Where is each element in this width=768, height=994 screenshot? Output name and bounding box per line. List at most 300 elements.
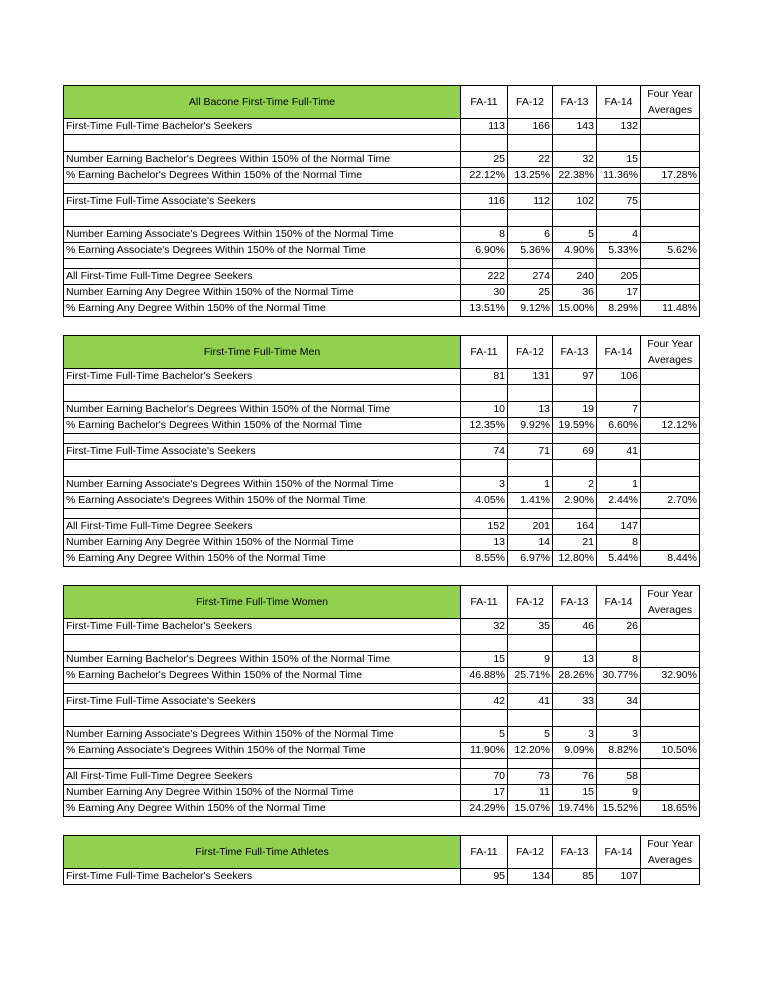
empty-cell [64, 135, 461, 152]
value-cell: 33 [553, 694, 597, 710]
value-cell: 2.44% [597, 493, 641, 509]
table-row [64, 301, 700, 317]
value-cell: 17 [597, 285, 641, 301]
row-label: First-Time Full-Time Bachelor's Seekers [64, 619, 461, 635]
empty-cell [553, 710, 597, 727]
average-cell: 18.65% [641, 801, 700, 817]
column-header: FA-14 [597, 836, 641, 869]
averages-header: Four Year Averages [641, 836, 700, 869]
gap-row [64, 184, 700, 194]
row-label: % Earning Any Degree Within 150% of the Normal Time [64, 801, 461, 817]
value-cell: 132 [597, 119, 641, 135]
spacer-row [64, 710, 700, 727]
empty-cell [461, 684, 508, 694]
section-table [63, 585, 700, 817]
section-title: First-Time Full-Time Women [64, 586, 461, 619]
empty-cell [641, 184, 700, 194]
value-cell: 25.71% [508, 668, 553, 684]
table-row [64, 152, 700, 168]
row-label: % Earning Any Degree Within 150% of the Normal Time [64, 301, 461, 317]
row-label: % Earning Associate's Degrees Within 150% of the Normal Time [64, 243, 461, 259]
value-cell: 22 [508, 152, 553, 168]
row-label: % Earning Bachelor's Degrees Within 150% of the Normal Time [64, 418, 461, 434]
value-cell: 97 [553, 369, 597, 385]
empty-cell [461, 759, 508, 769]
empty-cell [597, 259, 641, 269]
empty-cell [553, 259, 597, 269]
row-label: % Earning Bachelor's Degrees Within 150% of the Normal Time [64, 168, 461, 184]
empty-cell [597, 184, 641, 194]
value-cell: 34 [597, 694, 641, 710]
section-header-row [64, 586, 700, 619]
table-row [64, 369, 700, 385]
row-label: Number Earning Any Degree Within 150% of the Normal Time [64, 535, 461, 551]
value-cell: 3 [553, 727, 597, 743]
table-row [64, 652, 700, 668]
empty-cell [461, 210, 508, 227]
table-row [64, 168, 700, 184]
empty-cell [508, 259, 553, 269]
gap-row [64, 759, 700, 769]
value-cell: 1 [597, 477, 641, 493]
value-cell: 274 [508, 269, 553, 285]
value-cell: 12.20% [508, 743, 553, 759]
average-cell [641, 694, 700, 710]
empty-cell [553, 135, 597, 152]
section-table [63, 85, 700, 317]
row-label: % Earning Associate's Degrees Within 150% of the Normal Time [64, 743, 461, 759]
table-row [64, 694, 700, 710]
value-cell: 32 [553, 152, 597, 168]
average-cell [641, 269, 700, 285]
table-row [64, 801, 700, 817]
value-cell: 13.51% [461, 301, 508, 317]
empty-cell [641, 635, 700, 652]
gap-row [64, 509, 700, 519]
empty-cell [597, 509, 641, 519]
row-label: Number Earning Associate's Degrees Within 150% of the Normal Time [64, 227, 461, 243]
value-cell: 113 [461, 119, 508, 135]
value-cell: 58 [597, 769, 641, 785]
value-cell: 22.38% [553, 168, 597, 184]
value-cell: 71 [508, 444, 553, 460]
average-cell [641, 369, 700, 385]
value-cell: 6.97% [508, 551, 553, 567]
value-cell: 5 [553, 227, 597, 243]
empty-cell [553, 635, 597, 652]
empty-cell [553, 684, 597, 694]
value-cell: 6 [508, 227, 553, 243]
value-cell: 134 [508, 869, 553, 885]
value-cell: 4 [597, 227, 641, 243]
value-cell: 8.55% [461, 551, 508, 567]
empty-cell [597, 759, 641, 769]
value-cell: 9.12% [508, 301, 553, 317]
value-cell: 5 [508, 727, 553, 743]
empty-cell [461, 135, 508, 152]
empty-cell [641, 509, 700, 519]
average-cell: 2.70% [641, 493, 700, 509]
empty-cell [64, 635, 461, 652]
table-row [64, 619, 700, 635]
empty-cell [64, 759, 461, 769]
value-cell: 13 [553, 652, 597, 668]
value-cell: 116 [461, 194, 508, 210]
empty-cell [641, 210, 700, 227]
column-header: FA-14 [597, 586, 641, 619]
average-cell [641, 519, 700, 535]
averages-header: Four Year Averages [641, 86, 700, 119]
average-cell: 11.48% [641, 301, 700, 317]
row-label: Number Earning Associate's Degrees Within 150% of the Normal Time [64, 727, 461, 743]
empty-cell [641, 759, 700, 769]
row-label: First-Time Full-Time Bachelor's Seekers [64, 869, 461, 885]
empty-cell [553, 184, 597, 194]
value-cell: 3 [597, 727, 641, 743]
row-label: First-Time Full-Time Associate's Seekers [64, 444, 461, 460]
value-cell: 4.90% [553, 243, 597, 259]
average-cell [641, 227, 700, 243]
empty-cell [508, 385, 553, 402]
value-cell: 15 [597, 152, 641, 168]
column-header: FA-11 [461, 86, 508, 119]
value-cell: 9.92% [508, 418, 553, 434]
row-label: Number Earning Bachelor's Degrees Within 150% of the Normal Time [64, 402, 461, 418]
table-row [64, 444, 700, 460]
table-row [64, 418, 700, 434]
value-cell: 76 [553, 769, 597, 785]
value-cell: 5.36% [508, 243, 553, 259]
value-cell: 8 [597, 535, 641, 551]
empty-cell [461, 460, 508, 477]
section-header-row [64, 836, 700, 869]
value-cell: 41 [508, 694, 553, 710]
value-cell: 13 [508, 402, 553, 418]
empty-cell [641, 684, 700, 694]
value-cell: 41 [597, 444, 641, 460]
column-header: FA-12 [508, 586, 553, 619]
average-cell [641, 785, 700, 801]
average-cell [641, 769, 700, 785]
table-row [64, 119, 700, 135]
value-cell: 15.07% [508, 801, 553, 817]
empty-cell [508, 434, 553, 444]
row-label: First-Time Full-Time Associate's Seekers [64, 194, 461, 210]
spacer-row [64, 635, 700, 652]
data-sheet [63, 85, 699, 885]
value-cell: 152 [461, 519, 508, 535]
value-cell: 73 [508, 769, 553, 785]
empty-cell [553, 210, 597, 227]
empty-cell [64, 259, 461, 269]
value-cell: 131 [508, 369, 553, 385]
column-header: FA-11 [461, 586, 508, 619]
value-cell: 166 [508, 119, 553, 135]
empty-cell [641, 710, 700, 727]
column-header: FA-11 [461, 836, 508, 869]
table-row [64, 285, 700, 301]
empty-cell [641, 259, 700, 269]
table-row [64, 535, 700, 551]
value-cell: 6.60% [597, 418, 641, 434]
value-cell: 1.41% [508, 493, 553, 509]
row-label: Number Earning Any Degree Within 150% of the Normal Time [64, 285, 461, 301]
empty-cell [508, 509, 553, 519]
table-row [64, 743, 700, 759]
column-header: FA-13 [553, 86, 597, 119]
empty-cell [508, 460, 553, 477]
average-cell [641, 402, 700, 418]
value-cell: 25 [508, 285, 553, 301]
value-cell: 70 [461, 769, 508, 785]
empty-cell [553, 434, 597, 444]
spacer-row [64, 385, 700, 402]
row-label: % Earning Any Degree Within 150% of the Normal Time [64, 551, 461, 567]
empty-cell [461, 385, 508, 402]
column-header: FA-14 [597, 86, 641, 119]
empty-cell [597, 434, 641, 444]
empty-cell [508, 135, 553, 152]
value-cell: 102 [553, 194, 597, 210]
row-label: Number Earning Associate's Degrees Within 150% of the Normal Time [64, 477, 461, 493]
value-cell: 4.05% [461, 493, 508, 509]
value-cell: 222 [461, 269, 508, 285]
empty-cell [64, 509, 461, 519]
table-row [64, 785, 700, 801]
empty-cell [461, 635, 508, 652]
row-label: % Earning Bachelor's Degrees Within 150% of the Normal Time [64, 668, 461, 684]
value-cell: 15.00% [553, 301, 597, 317]
table-row [64, 519, 700, 535]
value-cell: 32 [461, 619, 508, 635]
spacer-row [64, 210, 700, 227]
value-cell: 30 [461, 285, 508, 301]
value-cell: 81 [461, 369, 508, 385]
average-cell [641, 652, 700, 668]
value-cell: 5.33% [597, 243, 641, 259]
value-cell: 75 [597, 194, 641, 210]
value-cell: 12.80% [553, 551, 597, 567]
section-header-row [64, 86, 700, 119]
empty-cell [461, 509, 508, 519]
value-cell: 69 [553, 444, 597, 460]
value-cell: 106 [597, 369, 641, 385]
average-cell: 12.12% [641, 418, 700, 434]
value-cell: 21 [553, 535, 597, 551]
empty-cell [64, 210, 461, 227]
value-cell: 30.77% [597, 668, 641, 684]
row-label: All First-Time Full-Time Degree Seekers [64, 269, 461, 285]
value-cell: 8.29% [597, 301, 641, 317]
value-cell: 11 [508, 785, 553, 801]
table-row [64, 477, 700, 493]
value-cell: 240 [553, 269, 597, 285]
value-cell: 8 [597, 652, 641, 668]
value-cell: 19.74% [553, 801, 597, 817]
value-cell: 7 [597, 402, 641, 418]
value-cell: 19.59% [553, 418, 597, 434]
value-cell: 5.44% [597, 551, 641, 567]
table-row [64, 227, 700, 243]
empty-cell [508, 184, 553, 194]
gap-row [64, 259, 700, 269]
value-cell: 26 [597, 619, 641, 635]
section-title: First-Time Full-Time Men [64, 336, 461, 369]
empty-cell [597, 710, 641, 727]
average-cell [641, 285, 700, 301]
empty-cell [597, 635, 641, 652]
value-cell: 147 [597, 519, 641, 535]
empty-cell [461, 259, 508, 269]
value-cell: 17 [461, 785, 508, 801]
average-cell [641, 444, 700, 460]
value-cell: 22.12% [461, 168, 508, 184]
empty-cell [461, 710, 508, 727]
value-cell: 14 [508, 535, 553, 551]
table-row [64, 869, 700, 885]
value-cell: 6.90% [461, 243, 508, 259]
value-cell: 1 [508, 477, 553, 493]
value-cell: 8 [461, 227, 508, 243]
average-cell [641, 194, 700, 210]
average-cell [641, 727, 700, 743]
value-cell: 95 [461, 869, 508, 885]
row-label: All First-Time Full-Time Degree Seekers [64, 769, 461, 785]
value-cell: 36 [553, 285, 597, 301]
empty-cell [641, 135, 700, 152]
value-cell: 28.26% [553, 668, 597, 684]
average-cell [641, 619, 700, 635]
empty-cell [64, 184, 461, 194]
value-cell: 9.09% [553, 743, 597, 759]
value-cell: 13 [461, 535, 508, 551]
column-header: FA-13 [553, 836, 597, 869]
empty-cell [597, 460, 641, 477]
empty-cell [553, 759, 597, 769]
empty-cell [64, 434, 461, 444]
average-cell: 17.28% [641, 168, 700, 184]
table-row [64, 551, 700, 567]
value-cell: 143 [553, 119, 597, 135]
average-cell [641, 869, 700, 885]
value-cell: 2 [553, 477, 597, 493]
empty-cell [508, 684, 553, 694]
empty-cell [508, 710, 553, 727]
average-cell: 5.62% [641, 243, 700, 259]
row-label: First-Time Full-Time Bachelor's Seekers [64, 119, 461, 135]
column-header: FA-12 [508, 336, 553, 369]
value-cell: 10 [461, 402, 508, 418]
empty-cell [508, 210, 553, 227]
value-cell: 35 [508, 619, 553, 635]
row-label: % Earning Associate's Degrees Within 150% of the Normal Time [64, 493, 461, 509]
section-separator [63, 567, 699, 585]
table-row [64, 269, 700, 285]
empty-cell [64, 385, 461, 402]
table-row [64, 727, 700, 743]
empty-cell [597, 684, 641, 694]
value-cell: 107 [597, 869, 641, 885]
row-label: First-Time Full-Time Associate's Seekers [64, 694, 461, 710]
value-cell: 2.90% [553, 493, 597, 509]
averages-header: Four Year Averages [641, 336, 700, 369]
table-row [64, 668, 700, 684]
empty-cell [641, 385, 700, 402]
value-cell: 19 [553, 402, 597, 418]
column-header: FA-12 [508, 86, 553, 119]
value-cell: 25 [461, 152, 508, 168]
section-header-row [64, 336, 700, 369]
average-cell [641, 119, 700, 135]
value-cell: 9 [597, 785, 641, 801]
value-cell: 3 [461, 477, 508, 493]
empty-cell [597, 135, 641, 152]
empty-cell [553, 460, 597, 477]
table-row [64, 194, 700, 210]
row-label: Number Earning Bachelor's Degrees Within 150% of the Normal Time [64, 152, 461, 168]
empty-cell [508, 759, 553, 769]
average-cell [641, 477, 700, 493]
section-title: All Bacone First-Time Full-Time [64, 86, 461, 119]
empty-cell [597, 385, 641, 402]
average-cell: 8.44% [641, 551, 700, 567]
value-cell: 11.90% [461, 743, 508, 759]
row-label: First-Time Full-Time Bachelor's Seekers [64, 369, 461, 385]
empty-cell [553, 385, 597, 402]
column-header: FA-14 [597, 336, 641, 369]
column-header: FA-11 [461, 336, 508, 369]
value-cell: 85 [553, 869, 597, 885]
spacer-row [64, 460, 700, 477]
value-cell: 42 [461, 694, 508, 710]
value-cell: 9 [508, 652, 553, 668]
value-cell: 13.25% [508, 168, 553, 184]
spacer-row [64, 135, 700, 152]
value-cell: 112 [508, 194, 553, 210]
value-cell: 15.52% [597, 801, 641, 817]
average-cell: 10.50% [641, 743, 700, 759]
empty-cell [597, 210, 641, 227]
empty-cell [64, 710, 461, 727]
section-table [63, 335, 700, 567]
empty-cell [461, 434, 508, 444]
value-cell: 74 [461, 444, 508, 460]
gap-row [64, 684, 700, 694]
column-header: FA-13 [553, 586, 597, 619]
section-table [63, 835, 700, 885]
column-header: FA-12 [508, 836, 553, 869]
row-label: Number Earning Any Degree Within 150% of the Normal Time [64, 785, 461, 801]
empty-cell [64, 460, 461, 477]
table-row [64, 493, 700, 509]
section-separator [63, 817, 699, 835]
average-cell [641, 535, 700, 551]
average-cell: 32.90% [641, 668, 700, 684]
value-cell: 24.29% [461, 801, 508, 817]
table-row [64, 243, 700, 259]
empty-cell [64, 684, 461, 694]
row-label: All First-Time Full-Time Degree Seekers [64, 519, 461, 535]
value-cell: 8.82% [597, 743, 641, 759]
table-row [64, 402, 700, 418]
value-cell: 15 [461, 652, 508, 668]
value-cell: 11.36% [597, 168, 641, 184]
section-title: First-Time Full-Time Athletes [64, 836, 461, 869]
empty-cell [641, 460, 700, 477]
average-cell [641, 152, 700, 168]
value-cell: 15 [553, 785, 597, 801]
value-cell: 46 [553, 619, 597, 635]
